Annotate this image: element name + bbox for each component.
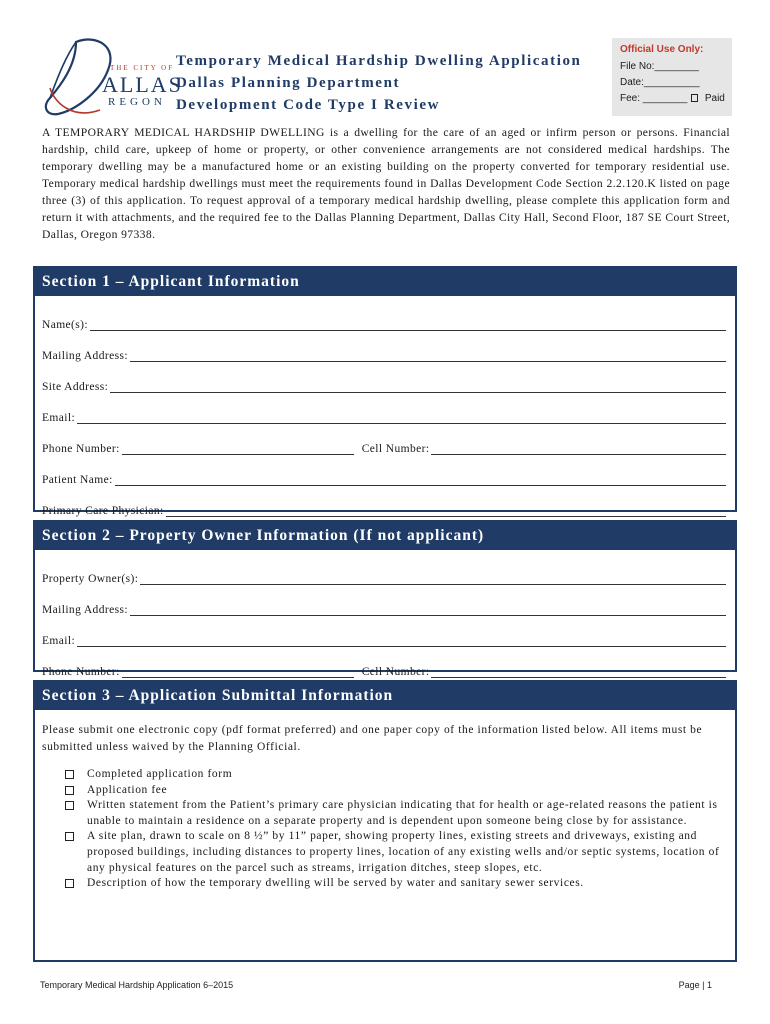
physician-field[interactable] — [42, 486, 728, 517]
checkbox-physician-statement[interactable] — [65, 801, 74, 810]
checkbox-utility-description[interactable] — [65, 879, 74, 888]
owner-email-line[interactable] — [77, 634, 726, 647]
applicant-names-line[interactable] — [90, 318, 726, 331]
section-property-owner-information — [33, 520, 737, 678]
applicant-mailing-field[interactable] — [42, 331, 728, 362]
applicant-names-label: Name(s): — [42, 319, 88, 331]
section-1-title: Section 1 – Applicant Information — [35, 268, 735, 296]
owner-mailing-field[interactable] — [42, 585, 728, 616]
owner-names-field[interactable] — [42, 554, 728, 585]
site-address-field[interactable] — [42, 362, 728, 393]
checkbox-application-fee[interactable] — [65, 786, 74, 795]
owner-names-line[interactable] — [140, 572, 726, 585]
owner-names-label: Property Owner(s): — [42, 573, 139, 585]
applicant-mailing-line[interactable] — [130, 349, 726, 362]
official-fee[interactable]: Fee: ________ — [620, 93, 688, 104]
section-application-submittal — [33, 680, 737, 962]
owner-email-label: Email: — [42, 635, 76, 647]
applicant-email-label: Email: — [42, 412, 76, 424]
checklist-item — [65, 876, 722, 892]
checklist-item — [65, 783, 722, 799]
paid-checkbox[interactable] — [691, 94, 698, 102]
official-paid-label: Paid — [704, 93, 725, 104]
owner-phone-row — [42, 647, 728, 678]
owner-mailing-line[interactable] — [130, 603, 726, 616]
applicant-cell-label: Cell Number: — [361, 443, 430, 455]
applicant-names-field[interactable] — [42, 300, 728, 331]
official-fee-row — [620, 93, 724, 104]
checklist-item — [65, 829, 722, 876]
official-use-heading: Official Use Only: — [620, 44, 704, 55]
footer-document-name: Temporary Medical Hardship Application 6–2015 — [40, 980, 234, 990]
intro-paragraph: A TEMPORARY MEDICAL HARDSHIP DWELLING is a dwelling for the care of an aged or infirm person or persons. Financial hardship, child care, upkeep of home or property, or other convenience arrangements are not considered medical hardships. The temporary dwelling may be a manufactured home or an existing building on the property converted for temporary residential use. Temporary medical hardship dwellings must meet the requirements found in Dallas Development Code Section 2.2.120.K listed on page three (3) of this application. To request approval of a temporary medical hardship dwelling, please complete this application form and return it with attachments, and the required fee to the Dallas Planning Department, Dallas City Hall, Second Floor, 187 SE Court Street, Dallas, Oregon 97338. — [42, 126, 730, 241]
section-applicant-information — [33, 266, 737, 517]
applicant-cell-line[interactable] — [431, 442, 726, 455]
owner-cell-label: Cell Number: — [361, 666, 430, 678]
document-title: Temporary Medical Hardship Dwelling Application — [176, 53, 582, 69]
logo-oregon-text: REGON — [108, 96, 166, 108]
review-type: Development Code Type I Review — [176, 97, 441, 113]
site-address-line[interactable] — [110, 380, 726, 393]
applicant-phone-line[interactable] — [122, 442, 354, 455]
checklist-item — [65, 767, 722, 783]
owner-email-field[interactable] — [42, 616, 728, 647]
document-title-block — [176, 50, 582, 116]
patient-name-line[interactable] — [115, 473, 726, 486]
submittal-checklist — [42, 767, 722, 892]
official-file-no[interactable]: File No:________ — [620, 61, 699, 72]
footer-page-number: Page | 1 — [678, 980, 712, 990]
owner-phone-label: Phone Number: — [42, 666, 120, 678]
logo-the-city-text: THE CITY OF — [110, 64, 175, 72]
applicant-phone-label: Phone Number: — [42, 443, 120, 455]
applicant-mailing-label: Mailing Address: — [42, 350, 128, 362]
logo-dallas-text: ALLAS — [102, 72, 183, 97]
checklist-item-label: A site plan, drawn to scale on 8 ½” by 11” paper, showing property lines, existing streets and driveways, existing and proposed buildings, including distances to property lines, location of any existing wells and/or septic systems, location of any physical features on the parcel such as streams, irrigation ditches, steep slopes, etc. — [87, 830, 720, 874]
checkbox-site-plan[interactable] — [65, 832, 74, 841]
applicant-phone-row — [42, 424, 728, 455]
applicant-email-field[interactable] — [42, 393, 728, 424]
owner-cell-line[interactable] — [431, 665, 726, 678]
checkbox-completed-form[interactable] — [65, 770, 74, 779]
physician-line[interactable] — [166, 504, 726, 517]
owner-phone-line[interactable] — [122, 665, 354, 678]
section-3-title: Section 3 – Application Submittal Information — [35, 682, 735, 710]
physician-label: Primary Care Physician: — [42, 505, 164, 517]
applicant-email-line[interactable] — [77, 411, 726, 424]
checklist-item-label: Application fee — [87, 783, 168, 796]
checklist-item-label: Written statement from the Patient’s primary care physician indicating that for health or age-related reasons the patient is unable to maintain a residence on a separate property and is dependent upon someone being close by for assistance. — [87, 799, 718, 827]
department-name: Dallas Planning Department — [176, 75, 401, 91]
official-date[interactable]: Date:__________ — [620, 77, 700, 88]
official-use-box — [612, 38, 732, 116]
owner-mailing-label: Mailing Address: — [42, 604, 128, 616]
checklist-item-label: Completed application form — [87, 768, 233, 780]
site-address-label: Site Address: — [42, 381, 109, 393]
patient-name-label: Patient Name: — [42, 474, 113, 486]
patient-name-field[interactable] — [42, 455, 728, 486]
submittal-instructions: Please submit one electronic copy (pdf format preferred) and one paper copy of the information listed below. All items must be submitted unless waived by the Planning Official. — [42, 724, 703, 753]
checklist-item — [65, 798, 722, 829]
city-logo — [36, 36, 183, 120]
checklist-item-label: Description of how the temporary dwelling will be served by water and sanitary sewer services. — [87, 877, 584, 890]
section-2-title: Section 2 – Property Owner Information (If not applicant) — [35, 522, 735, 550]
